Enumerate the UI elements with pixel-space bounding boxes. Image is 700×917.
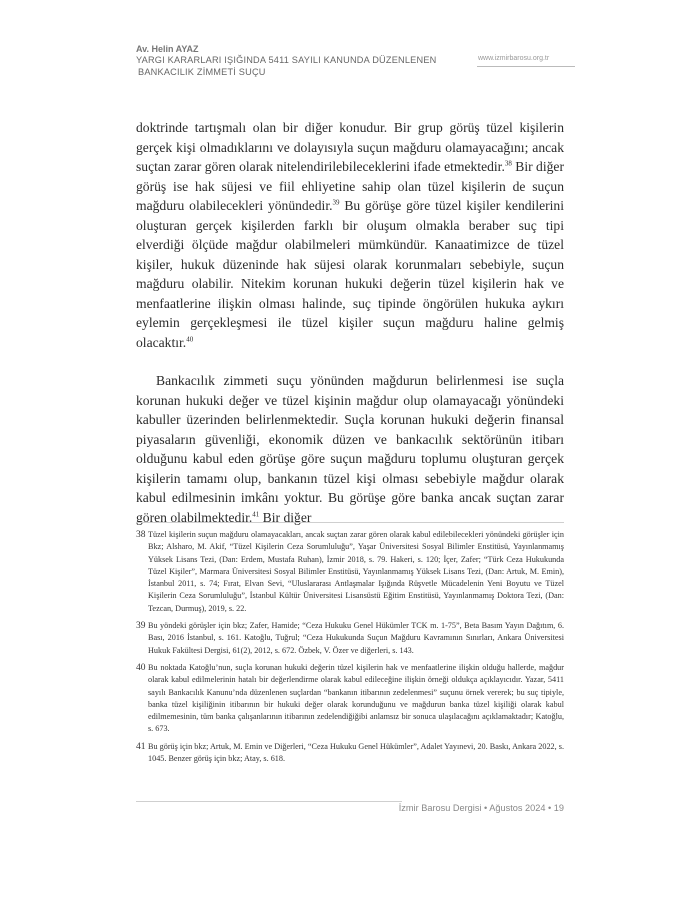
paragraph-1-text-c: Bu görüşe göre tüzel kişiler kendilerini oluşturan gerçek kişilerden farklı bir oluşum olmakla beraber suç tipi elverdiği ölçüde mağdur olabilmeleri mümkündür. Kanaatimizce de tüzel kişiler, hukuk düzeninde hak süjesi olarak korunmaları sebebiyle, suçun mağduru olabilir. Nitekim korunan hukuki değerin tüzel kişilerin hak ve menfaatlerine ilişkin olması halinde, suç tipinde öngörülen hukuka aykırı eylemin gerçekleşmesi ile tüzel kişiler suçun mağduru haline gelmiş olacaktır. [136, 198, 565, 350]
footnote-ref-41[interactable]: 41 [252, 509, 260, 518]
footnote-number: 40 [136, 662, 146, 673]
footnote-41 [136, 741, 564, 766]
footnote-text: Bu yöndeki görüşler için bkz; Zafer, Hamide; “Ceza Hukuku Genel Hükümler TCK m. 1-75”, Beta Basım Yayın Dağıtım, 6. Bası, 2016 İstanbul, s. 161. Katoğlu, Tuğrul; “Ceza Hukukunda Suçun Mağduru Kavramının Sınırları, Ankara Üniversitesi Hukuk Fakültesi Dergisi, 61(2), 2012, s. 672. Özbek, V. Özer ve diğerleri, s. 143. [148, 621, 564, 655]
article-title-line-2: BANKACILIK ZİMMETİ SUÇU [138, 67, 266, 77]
paragraph-2 [136, 371, 564, 527]
footnotes [136, 529, 564, 770]
footnote-number: 39 [136, 621, 146, 632]
article-body [136, 118, 564, 527]
footnote-40 [136, 662, 564, 736]
article-title-line-1: YARGI KARARLARI IŞIĞINDA 5411 SAYILI KANUNDA DÜZENLENEN [136, 55, 437, 65]
footnote-text: Bu görüş için bkz; Artuk, M. Emin ve Diğerleri, “Ceza Hukuku Genel Hükümler”, Adalet Yayınevi, 20. Baskı, Ankara 2022, s. 1045. Benzer görüş için bkz; Atay, s. 618. [148, 741, 564, 764]
footnote-number: 38 [136, 530, 146, 540]
footnote-text: Bu noktada Katoğlu’nun, suçla korunan hukuki değerin tüzel kişilerin hak ve menfaatlerine ilişkin olduğu hallerde, mağdur olarak kabul edilmelerinin hatalı bir değerlendirme olarak kabul edileceğine ilişkin örneği oldukça açıklayıcıdır. Yazar, 5411 sayılı Bankacılık Kanunu’nda düzenlenen suçlardan “bankanın itibarının zedelenmesi” suçunu örnek vererek; bu suç tipiyle, banka tüzel kişiliğinin itibarının bir hukuki değer olarak korunduğunu ve mağdurun banka tüzel kişiliği olarak kabul edilmemesinin, tüm banka çalışanlarının itibarının zedelendiğiğibi anlamsız bir sonuca ulaşılacağını açıklamaktadır; Katoğlu, s. 673. [148, 662, 564, 734]
paragraph-2-text-a: Bankacılık zimmeti suçu yönünden mağdurun belirlenmesi ise suçla korunan hukuki değer ve tüzel kişinin mağdur olup olamayacağı yönündeki kabuller üzerinden belirlenmektedir. Suçla korunan hukuki değerin finansal piyasaların güvenliği, ekonomik düzen ve bankacılık sektörünün itibarı olduğunu kabul eden görüşe göre suçun mağduru toplumu oluşturan gerçek kişilerin tamamı olup, bankanın tüzel kişi olması sebebiyle mağdur olarak kabul edilmesinin imkânı yoktur. Bu görüşe göre banka ancak suçtan zarar gören olabilmektedir. [136, 373, 564, 525]
website-link[interactable]: www.izmirbarosu.org.tr [478, 55, 550, 62]
footnote-text: Tüzel kişilerin suçun mağduru olamayacakları, ancak suçtan zarar gören olarak kabul edilebilecekleri yönündeki görüşler için Bkz; Alsharo, M. Akif, “Tüzel Kişilerin Ceza Sorumluluğu”, Yaşar Üniversitesi Sosyal Bilimler Enstitüsü, Yayınlanmamış Yüksek Lisans Tezi, (Dan: Erdem, Mustafa Ruhan), İzmir 2018, s. 79. Hakeri, s. 120; İçer, Zafer; “Türk Ceza Hukukunda Tüzel Kişiler”, Marmara Üniversitesi Sosyal Bilimler Enstitüsü, Yayınlanmamış Yüksek Lisans Tezi, (Dan: Artuk, M. Emin), İstanbul 2011, s. 74; Fırat, Elvan Sevi, “Uluslararası Antlaşmalar Işığında Rüşvetle Mücadelenin Yeni Boyutu ve Tüzel Kişilerin Ceza Sorumluluğu”, İstanbul Kültür Üniversitesi Lisansüstü Eğitim Enstitüsü, Yayınlanmamış Doktora Tezi, (Dan: Tezcan, Durmuş), 2019, s. 22. [148, 530, 564, 613]
footnote-divider [136, 522, 564, 523]
footnote-39 [136, 620, 564, 657]
footnote-ref-40[interactable]: 40 [186, 334, 194, 343]
footnote-number: 41 [136, 741, 146, 752]
header-divider [477, 66, 575, 67]
footnote-38 [136, 529, 564, 615]
page-footer: İzmir Barosu Dergisi • Ağustos 2024 • 19 [398, 803, 564, 813]
paragraph-1 [136, 118, 564, 352]
author-name: Av. Helin AYAZ [136, 44, 199, 54]
paragraph-1-text-a: doktrinde tartışmalı olan bir diğer konudur. Bir grup görüş tüzel kişilerin gerçek kişi olmadıklarını ve dolayısıyla suçun mağduru olamayacağını; ancak suçtan zarar gören olarak nitelendirilebileceklerini ifade etmektedir. [136, 120, 564, 174]
footer-divider [136, 801, 402, 802]
footnote-ref-38[interactable]: 38 [504, 159, 512, 168]
paragraph-1-text-b: Bir diğer görüş ise hak süjesi ve fiil ehliyetine sahip olan tüzel kişilerin de suçun mağduru olabilecekleri yönündedir. [136, 159, 564, 213]
paragraph-2-text-b: Bir diğer [259, 509, 312, 525]
footnote-ref-39[interactable]: 39 [332, 198, 340, 207]
